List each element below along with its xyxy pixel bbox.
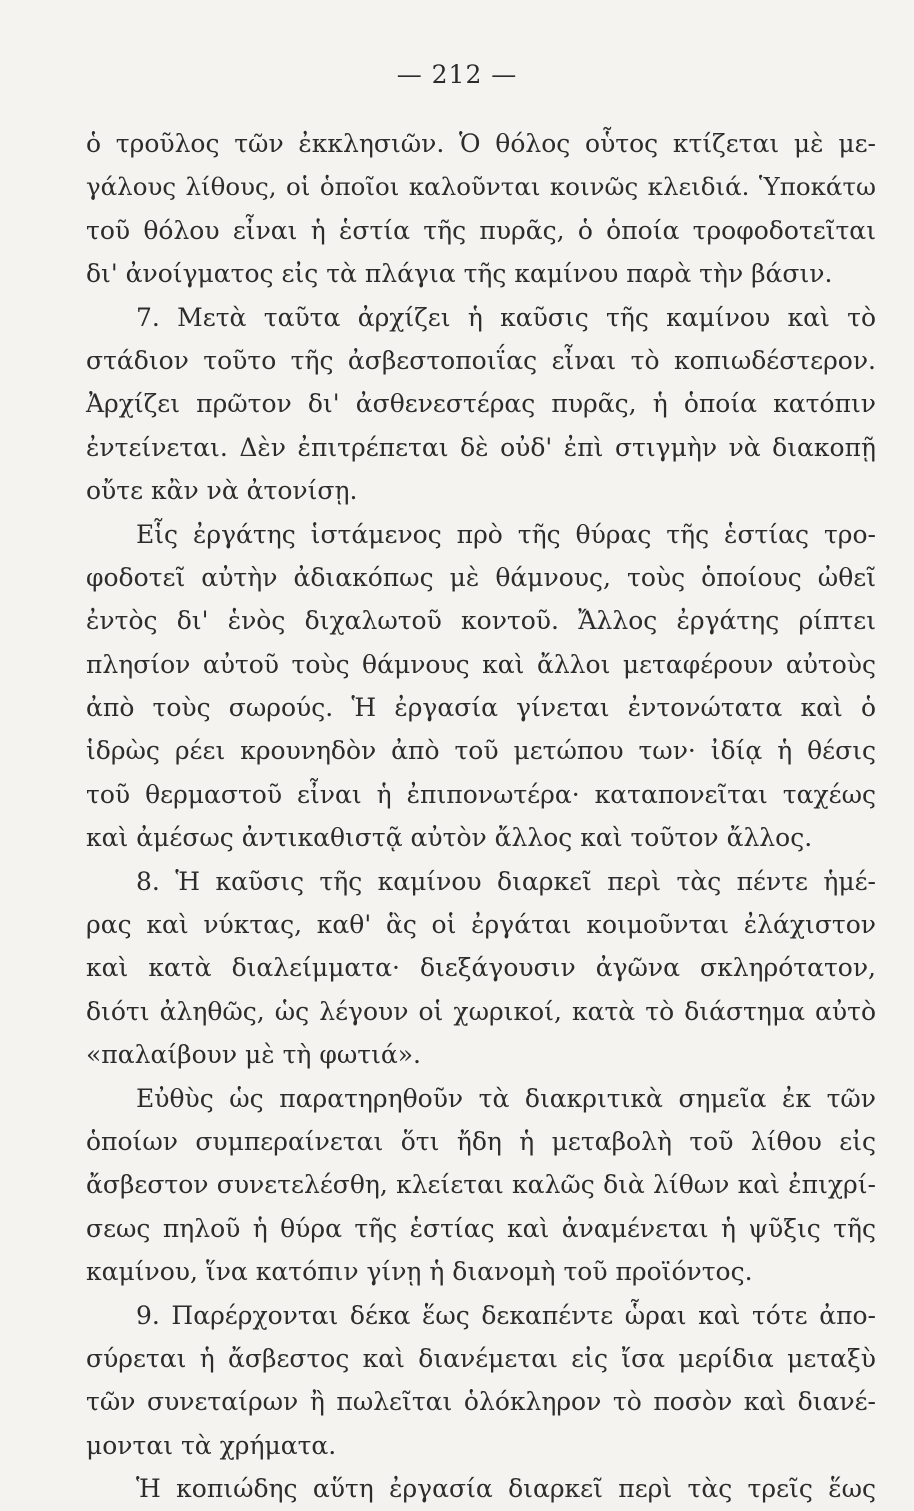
text-line: ὁ τροῦλος τῶν ἐκκλησιῶν. Ὁ θόλος οὗτος κτίζεται μὲ με- [86,129,876,158]
text-line: ὁποίων συμπεραίνεται ὅτι ἤδη ἡ μεταβολὴ τοῦ λίθου εἰς [86,1126,876,1156]
text-line: πλησίον αὐτοῦ τοὺς θάμνους καὶ ἄλλοι μεταφέρουν αὐτοὺς [86,649,876,679]
text-line: δι' ἀνοίγματος εἰς τὰ πλάγια τῆς καμίνου παρὰ τὴν βάσιν. [86,259,833,289]
text-line: ἄσβεστον συνετελέσθη, κλείεται καλῶς διὰ λίθων καὶ ἐπιχρί- [86,1170,876,1200]
text-line: καὶ ἀμέσως ἀντικαθιστᾷ αὐτὸν ἄλλος καὶ τοῦτον ἄλλος. [86,823,813,853]
text-line: ἐντὸς δι' ἑνὸς διχαλωτοῦ κοντοῦ. Ἄλλος ἐργάτης ρίπτει [86,606,876,636]
text-line: Ἀρχίζει πρῶτον δι' ἀσθενεστέρας πυρᾶς, ἡ ὁποία κατόπιν [86,389,876,419]
text-line: Εἷς ἐργάτης ἱστάμενος πρὸ τῆς θύρας τῆς ἑστίας τρο- [136,519,876,549]
page-number: — 212 — [396,60,518,89]
text-line: ρας καὶ νύκτας, καθ' ἃς οἱ ἐργάται κοιμοῦνται ἐλάχιστον [86,910,876,940]
text-line: καὶ κατὰ διαλείμματα· διεξάγουσιν ἀγῶνα σκληρότατον, [86,953,876,983]
text-line: καμίνου, ἵνα κατόπιν γίνῃ ἡ διανομὴ τοῦ προϊόντος. [86,1257,753,1287]
text-line: τῶν συνεταίρων ἢ πωλεῖται ὁλόκληρον τὸ ποσὸν καὶ διανέ- [86,1387,876,1417]
text-line: 8. Ἡ καῦσις τῆς καμίνου διαρκεῖ περὶ τὰς πέντε ἡμέ- [136,866,876,896]
text-line: στάδιον τοῦτο τῆς ἀσβεστοποιΐας εἶναι τὸ κοπιωδέστερον. [86,345,876,375]
text-line: διότι ἀληθῶς, ὡς λέγουν οἱ χωρικοί, κατὰ τὸ διάστημα αὐτὸ [86,996,876,1026]
text-line: 9. Παρέρχονται δέκα ἕως δεκαπέντε ὧραι καὶ τότε ἀπο- [136,1300,876,1330]
body-text [86,122,876,1511]
text-line: τοῦ θόλου εἶναι ἡ ἑστία τῆς πυρᾶς, ὁ ὁποία τροφοδοτεῖται [86,215,876,245]
text-line: σεως πηλοῦ ἡ θύρα τῆς ἑστίας καὶ ἀναμένεται ἡ ψῦξις τῆς [86,1213,876,1243]
text-line: γάλους λίθους, οἱ ὁποῖοι καλοῦνται κοινῶς κλειδιά. Ὑποκάτω [86,172,876,202]
text-line: Εὐθὺς ὡς παρατηρηθοῦν τὰ διακριτικὰ σημεῖα ἐκ τῶν [136,1083,876,1113]
text-line: ἱδρὼς ρέει κρουνηδὸν ἀπὸ τοῦ μετώπου των· ἰδίᾳ ἡ θέσις [86,736,876,766]
text-line: ἀπὸ τοὺς σωρούς. Ἡ ἐργασία γίνεται ἐντονώτατα καὶ ὁ [86,693,876,723]
text-line: «παλαίβουν μὲ τὴ φωτιά». [86,1040,421,1070]
text-line: τοῦ θερμαστοῦ εἶναι ἡ ἐπιπονωτέρα· καταπονεῖται ταχέως [86,779,876,809]
text-line: 7. Μετὰ ταῦτα ἀρχίζει ἡ καῦσις τῆς καμίνου καὶ τὸ [136,302,876,332]
text-line: φοδοτεῖ αὐτὴν ἀδιακόπως μὲ θάμνους, τοὺς ὁποίους ὠθεῖ [86,562,876,592]
text-line: μονται τὰ χρήματα. [86,1430,337,1460]
text-line: σύρεται ἡ ἄσβεστος καὶ διανέμεται εἰς ἴσα μερίδια μεταξὺ [86,1343,876,1373]
text-line: οὔτε κἂν νὰ ἀτονίσῃ. [86,476,358,506]
text-line: ἐντείνεται. Δὲν ἐπιτρέπεται δὲ οὐδ' ἐπὶ στιγμὴν νὰ διακοπῇ [86,432,876,462]
text-line: Ἡ κοπιώδης αὕτη ἐργασία διαρκεῖ περὶ τὰς τρεῖς ἕως [136,1474,876,1504]
